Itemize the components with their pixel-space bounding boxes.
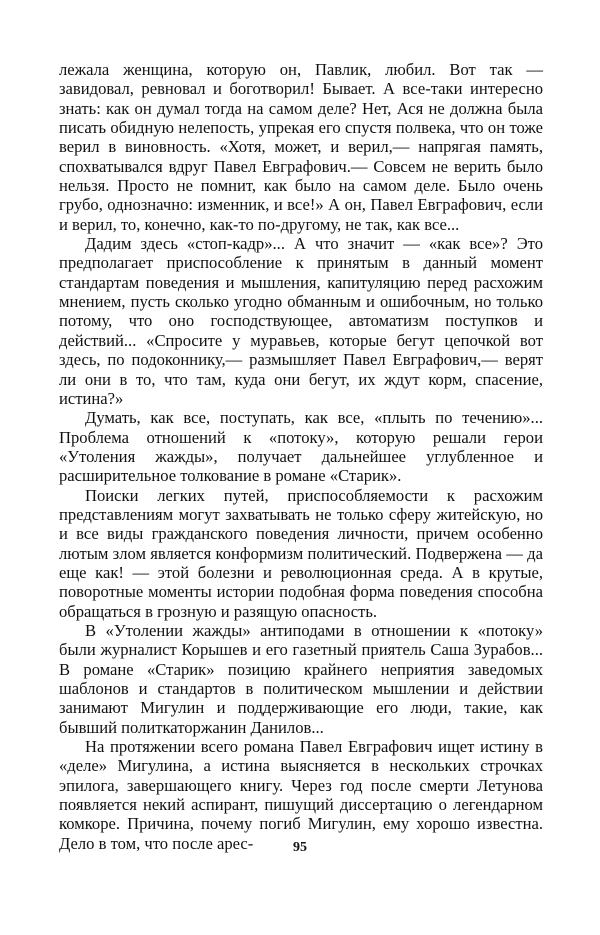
paragraph-4: Поиски легких путей, приспособляемости к расхожим представлениям могут захватывать не только сферу житейскую, но и все виды гражданского поведения личности, причем особенно лютым злом является конформизм политический. Подвержена — да еще как! — этой болезни и революционная среда. А в крутые, поворотные моменты истории подобная форма поведения способна обращаться в грозную и разящую опасность. <box>59 485 543 621</box>
paragraph-2: Дадим здесь «стоп-кадр»... А что значит — «как все»? Это предполагает приспособление к принятым в данный момент стандартам поведения и мышления, капитуляцию перед расхожим мнением, пусть сколько угодно обманным и ошибочным, но только потому, что оно господствующее, автоматизм поступков и действий... «Спросите у муравьев, которые бегут цепочкой вот здесь, по подоконнику,— размышляет Павел Евграфович,— верят ли они в то, что там, куда они бегут, их ждут корм, спасение, истина?» <box>59 234 543 408</box>
page-number: 95 <box>293 840 307 855</box>
body-text <box>59 60 543 853</box>
paragraph-1: лежала женщина, которую он, Павлик, любил. Вот так — завидовал, ревновал и боготворил! Бывает. А все-таки интересно знать: как он думал тогда на самом деле? Нет, Ася не должна была писать обидную нелепость, упрекая его спустя полвека, что он тоже верил в виновность. «Хотя, может, и верил,— напрягая память, спохватывался вдруг Павел Евграфович.— Совсем не верить было нельзя. Просто не помнит, как было на самом деле. Было очень грубо, однозначно: изменник, и все!» А он, Павел Евграфович, если и верил, то, конечно, как-то по-другому, не так, как все... <box>59 60 543 234</box>
paragraph-5: В «Утолении жажды» антиподами в отношении к «потоку» были журналист Корышев и его газетный приятель Саша Зурабов... В романе «Старик» позицию крайнего неприятия заведомых шаблонов и стандартов в политическом мышлении и действии занимают Мигулин и поддерживающие его люди, такие, как бывший политкаторжанин Данилов... <box>59 620 543 737</box>
paragraph-3: Думать, как все, поступать, как все, «плыть по течению»... Проблема отношений к «потоку», которую решали герои «Утоления жажды», получает дальнейшее углубленное и расширительное толкование в романе «Старик». <box>59 408 543 486</box>
paragraph-6: На протяжении всего романа Павел Евграфович ищет истину в «деле» Мигулина, а истина выясняется в нескольких строчках эпилога, завершающего книгу. Через год после смерти Летунова появляется некий аспирант, пишущий диссертацию о легендарном комкоре. Причина, почему погиб Мигулин, ему хорошо известна. Дело в том, что после арес- <box>59 737 543 853</box>
